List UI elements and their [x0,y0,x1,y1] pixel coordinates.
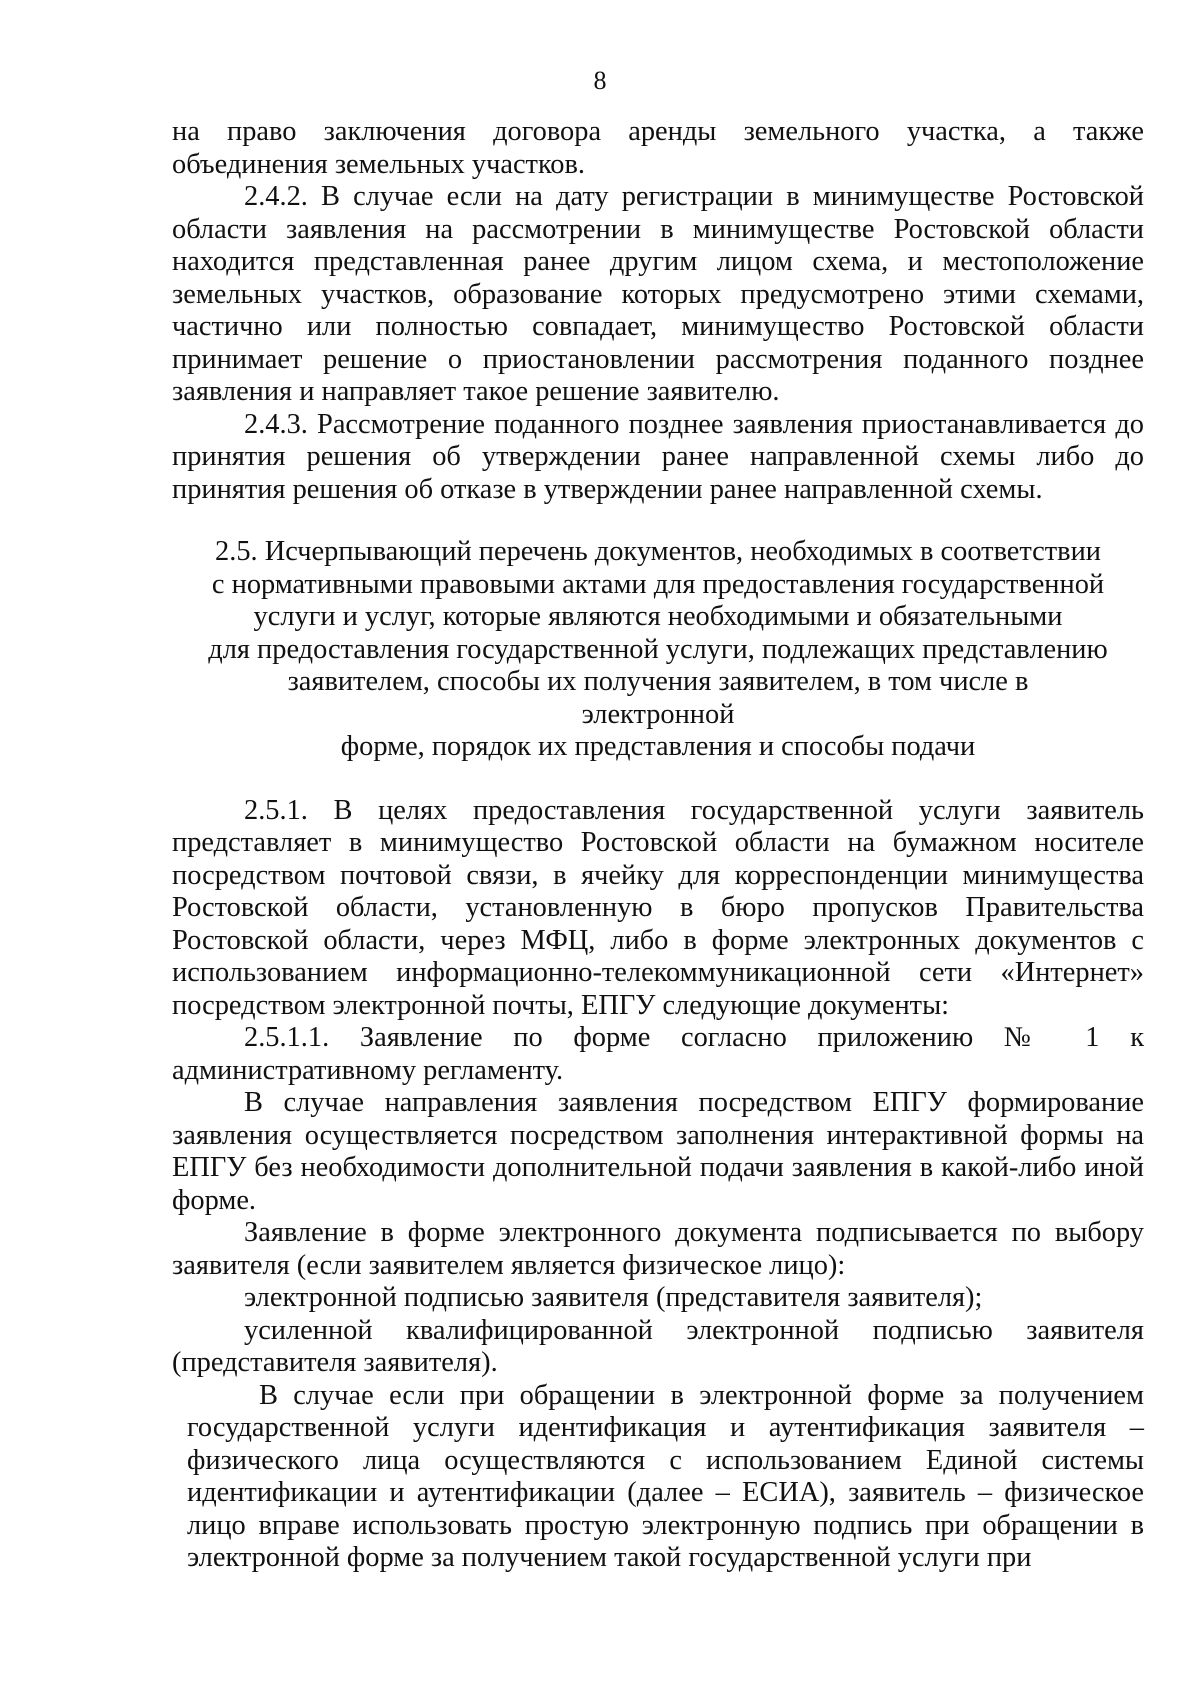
document-body [172,116,1144,1575]
paragraph-2-5-1: 2.5.1. В целях предоставления государственной услуги заявитель представляет в минимущество Ростовской области на бумажном носителе посредством почтовой связи, в ячейку для корреспонденции минимущества Ростовской области, установленную в бюро пропусков Правительства Ростовской области, через МФЦ, либо в форме электронных документов с использованием информационно-телекоммуникационной сети «Интернет» посредством электронной почты, ЕПГУ следующие документы: [172,794,1144,1021]
heading-line: заявителем, способы их получения заявителем, в том числе в электронной [287,666,1029,730]
paragraph-2-5-1-1: 2.5.1.1. Заявление по форме согласно приложению № 1 к административному регламенту. [172,1022,1144,1086]
section-heading-2-5 [172,536,1144,764]
heading-line: для предоставления государственной услуги, подлежащих представлению [208,633,1108,665]
heading-line: форме, порядок их представления и способы подачи [340,731,976,762]
heading-line: 2.5. Исчерпывающий перечень документов, необходимых в соответствии [215,536,1101,567]
paragraph-epgu-submission: В случае направления заявления посредством ЕПГУ формирование заявления осуществляется посредством заполнения интерактивной формы на ЕПГУ без необходимости дополнительной подачи заявления в какой-либо иной форме. [172,1087,1144,1216]
paragraph-2-4-2: 2.4.2. В случае если на дату регистрации в минимуществе Ростовской области заявления на рассмотрении в минимуществе Ростовской области находится представленная ранее другим лицом схема, и местоположение земельных участков, образование которых предусмотрено этими схемами, частично или полностью совпадает, минимущество Ростовской области принимает решение о приостановлении рассмотрения поданного позднее заявления и направляет такое решение заявителю. [172,181,1144,407]
paragraph-2-4-3: 2.4.3. Рассмотрение поданного позднее заявления приостанавливается до принятия решения об утверждении ранее направленной схемы либо до принятия решения об отказе в утверждении ранее направленной схемы. [172,408,1144,505]
heading-line: услуги и услуг, которые являются необходимыми и обязательными [253,601,1063,632]
list-item-simple-signature: электронной подписью заявителя (представителя заявителя); [244,1282,983,1313]
page-number: 8 [593,66,607,95]
heading-line: с нормативными правовыми актами для предоставления государственной [211,568,1105,600]
list-item-qualified-signature: усиленной квалифицированной электронной подписью заявителя (представителя заявителя). [172,1314,1144,1378]
paragraph-electronic-signature: Заявление в форме электронного документа подписывается по выбору заявителя (если заявителем является физическое лицо): [172,1217,1144,1281]
paragraph-continuation: на право заключения договора аренды земельного участка, а также объединения земельных участков. [172,116,1144,180]
paragraph-esia: В случае если при обращении в электронной форме за получением государственной услуги идентификация и аутентификация заявителя – физического лица осуществляются с использованием Единой системы идентификации и аутентификации (далее – ЕСИА), заявитель – физическое лицо вправе использовать простую электронную подпись при обращении в электронной форме за получением такой государственной услуги при [187,1379,1144,1573]
